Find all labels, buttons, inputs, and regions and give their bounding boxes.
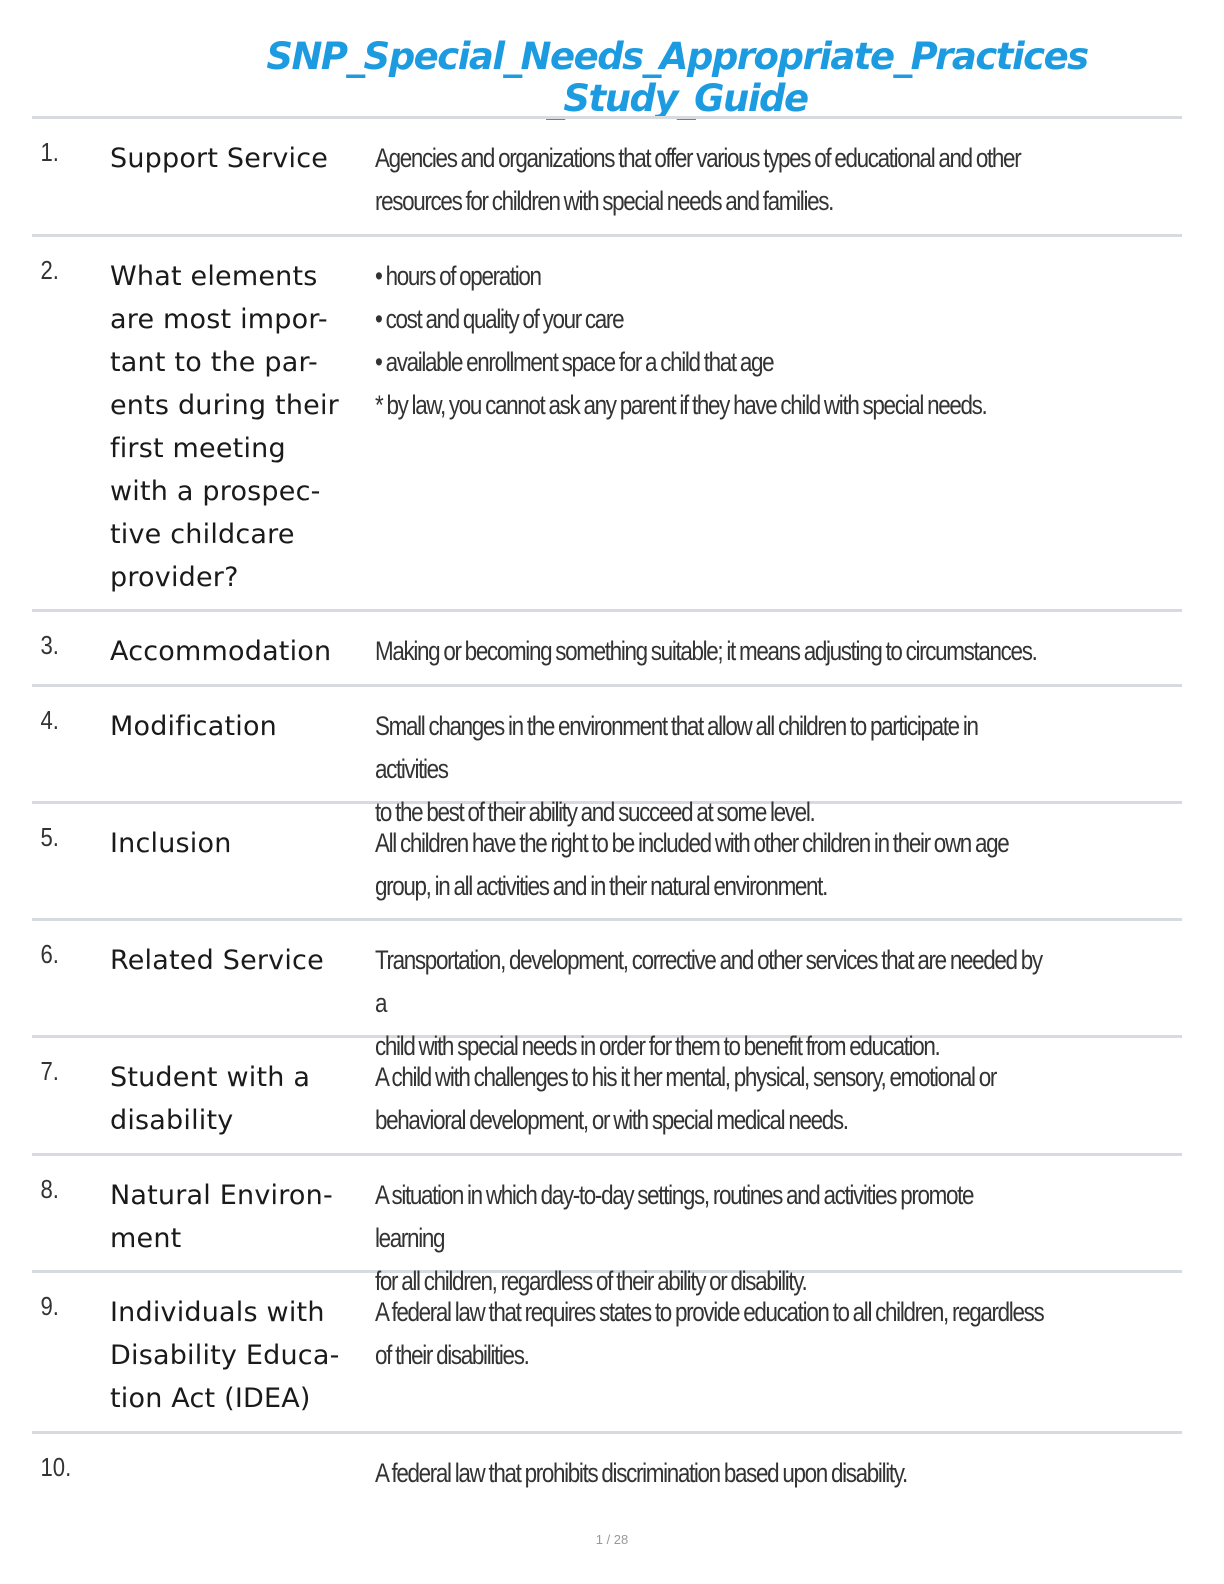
card-definition: • hours of operation • cost and quality of your care • available enrollment space for a child that age * by law, you cannot ask any parent if they have child with special needs.: [375, 261, 987, 420]
card-9: [32, 1270, 1182, 1431]
card-list: [32, 116, 1182, 1507]
card-6: [32, 918, 1182, 1061]
card-term: Natural Environ- ment: [110, 1180, 333, 1254]
card-8: [32, 1153, 1182, 1296]
card-1: [32, 116, 1182, 234]
card-definition: Agencies and organizations that offer various types of educational and other resources for children with special needs and families.: [375, 143, 1021, 216]
card-term: Related Service: [110, 945, 324, 976]
card-definition: All children have the right to be included with other children in their own age group, in all activities and in their natural environment.: [375, 828, 1009, 901]
card-2: [32, 234, 1182, 609]
card-term: Inclusion: [110, 828, 232, 859]
card-term: What elements are most impor- tant to the par- ents during their first meeting with a prospec- tive childcare provider?: [110, 261, 339, 593]
card-term: Student with a disability: [110, 1062, 311, 1136]
card-10: [32, 1431, 1182, 1507]
card-number: 9.: [40, 1291, 59, 1321]
card-term: Support Service: [110, 143, 329, 174]
card-term: Individuals with Disability Educa- tion Act (IDEA): [110, 1297, 340, 1414]
title-line-2: _Study_Guide: [546, 77, 808, 120]
card-number: 2.: [40, 255, 59, 285]
title-line-1: SNP_Special_Needs_Appropriate_Practices: [266, 35, 1088, 78]
document-title: [0, 36, 1224, 120]
card-number: 7.: [40, 1056, 59, 1086]
card-number: 6.: [40, 939, 59, 969]
card-number: 4.: [40, 705, 59, 735]
card-definition: A situation in which day-to-day settings, routines and activities promote learning for all children, regardless of their ability or disability.: [375, 1180, 974, 1296]
card-definition: A child with challenges to his it her mental, physical, sensory, emotional or behavioral development, or with special medical needs.: [375, 1062, 997, 1135]
card-number: 5.: [40, 822, 59, 852]
card-term: Modification: [110, 711, 277, 742]
card-definition: Transportation, development, corrective and other services that are needed by a child with special needs in order for them to benefit from education.: [375, 945, 1042, 1061]
card-definition: Small changes in the environment that allow all children to participate in activities to the best of their ability and succeed at some level.: [375, 711, 978, 827]
card-definition: A federal law that requires states to provide education to all children, regardless of their disabilities.: [375, 1297, 1044, 1370]
card-4: [32, 684, 1182, 827]
card-definition: Making or becoming something suitable; it means adjusting to circumstances.: [375, 636, 1037, 666]
page-indicator: 1 / 28: [595, 1532, 629, 1547]
card-number: 10.: [40, 1452, 72, 1482]
card-number: 1.: [40, 137, 59, 167]
card-definition: A federal law that prohibits discrimination based upon disability.: [375, 1458, 907, 1488]
card-number: 8.: [40, 1174, 59, 1204]
card-number: 3.: [40, 630, 59, 660]
card-3: [32, 609, 1182, 684]
card-term: Accommodation: [110, 636, 332, 667]
